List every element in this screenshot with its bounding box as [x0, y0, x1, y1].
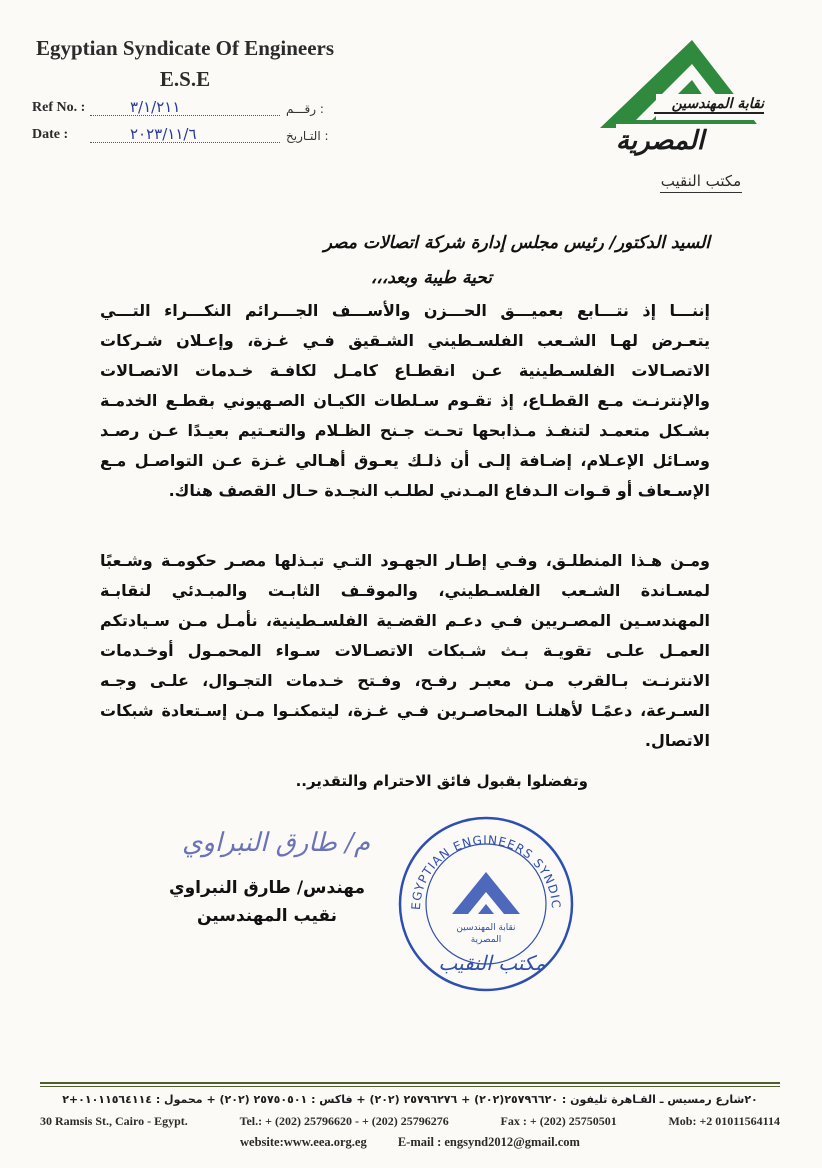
footer-arabic-contact: ٢٠شارع رمسيس ـ القـاهرة تليفون : ٢٥٧٩٦٦٢٠(٢٠٢) + ٢٥٧٩٦٢٧٦ (٢٠٢) + فاكس : ٢٥٧٥٠٥٠١ (٢٠٢) + محمول : ٠١٠١١٥٦٤١١٤+٢ [62, 1093, 758, 1106]
footer-address: 30 Ramsis St., Cairo - Egypt. [40, 1114, 188, 1128]
syndicate-logo [596, 36, 764, 168]
stamp-ring-text: EGYPTIAN ENGINEERS SYNDIC [408, 832, 564, 911]
date-value: ٢٠٢٣/١١/٦ [130, 125, 197, 143]
org-name-en: Egyptian Syndicate Of Engineers [35, 36, 335, 60]
footer-divider [40, 1082, 780, 1084]
footer-fax: Fax : + (202) 25750501 [500, 1114, 617, 1128]
body-paragraph-1: إننـــا إذ نتـــابع بعميـــق الحـــزن والأســـف الجـــرائم النكـــراء التـــي يتعـرض لهـا الشـعب الفلسـطيني الشـقيق فـي غـزة، وإعـلان شـركات الاتصـالات الفلسـطينية عـن انقطـاع كامـل لكافـة خـدمات الاتصـالات والإنترنـت مـع القطـاع، إذ تقـوم سـلطات الكيـان الصـهيوني بقطـع الخدمـة بشـكل متعمـد لتنفـذ مـذابحها تحـت جـنح الظـلام والتعـتيم بعيـدًا عـن رصـد وسـائل الإعـلام، إضـافة إلـى أن ذلـك يعـوق أهـالي غـزة عـن التواصـل مـع الإسـعاف أو قـوات الـدفاع المـدني لطلـب النجـدة حـال القصف هناك. [100, 301, 710, 500]
handwritten-signature: م/ طارق النبراوي [182, 828, 371, 858]
footer-tel: Tel.: + (202) 25796620 - + (202) 25796276 [239, 1114, 449, 1128]
footer-mobile: Mob: +2 01011564114 [668, 1114, 780, 1128]
date-label: Date : [32, 127, 69, 142]
official-stamp [396, 814, 576, 994]
date-label-ar: التـاريخ : [286, 129, 329, 143]
footer-divider-thin [40, 1086, 780, 1087]
org-abbr-en: E.S.E [159, 67, 211, 91]
stamp-inner-text-1: نقابة المهندسين [456, 923, 516, 933]
signer-title: نقيب المهندسين [196, 906, 338, 926]
footer-website: website:www.eea.org.eg [240, 1135, 367, 1149]
date-field [90, 125, 280, 143]
ref-label-ar: رقـــم : [286, 102, 324, 116]
ref-number-row [32, 100, 324, 116]
ref-field [90, 98, 280, 116]
signer-name: مهندس/ طارق النبراوي [168, 878, 366, 898]
footer-email: E-mail : engsynd2012@gmail.com [397, 1135, 580, 1149]
date-row [32, 127, 329, 143]
logo-text-bottom: المصرية [615, 126, 705, 156]
ref-value: ٣/١/٢١١ [130, 98, 181, 116]
greeting-line: تحية طيبة وبعد،،، [370, 268, 492, 288]
footer-web [40, 1135, 780, 1150]
signer-block [162, 874, 372, 930]
body-paragraph-2: ومـن هـذا المنطلـق، وفـي إطـار الجهـود التـي تبـذلها مصـر حكومـة وشـعبًا لمسـاندة الشـعب الفلسـطيني، والموقـف الثابـت والمبـدئي لنقابـة المهندسـين المصـريين فـي دعـم القضـية الفلسـطينية، نأمـل مـن سـيادتكم العمـل علـى تقويـة بـث شـبكات الاتصـالات سـواء المحمـول أوخـدمات الانترنـت بـالقرب مـن معبـر رفـح، وفـتح خـدمات التجـوال، علـى وجـه السـرعة، دعمًـا لأهلنـا المحاصـرين فـي غـزة، ليتمكنـوا مـن إسـتعادة شبكات الاتصال. [100, 551, 710, 750]
recipient-line: السيد الدكتور/ رئيس مجلس إدارة شركة اتصالات مصر [323, 233, 710, 253]
footer-english-contact [40, 1114, 780, 1129]
letterhead-english [30, 36, 340, 92]
ref-label: Ref No. : [32, 100, 86, 115]
stamp-inner-text-2: المصرية [470, 935, 502, 945]
stamp-seal-icon [396, 814, 576, 994]
logo-text-top: نقابة المهندسين [654, 96, 764, 114]
closing-line: وتفضلوا بقبول فائق الاحترام والتقدير.. [295, 772, 588, 790]
stamp-bottom-text: مكتب النقيب [438, 951, 546, 975]
office-label: مكتب النقيب [660, 172, 742, 193]
